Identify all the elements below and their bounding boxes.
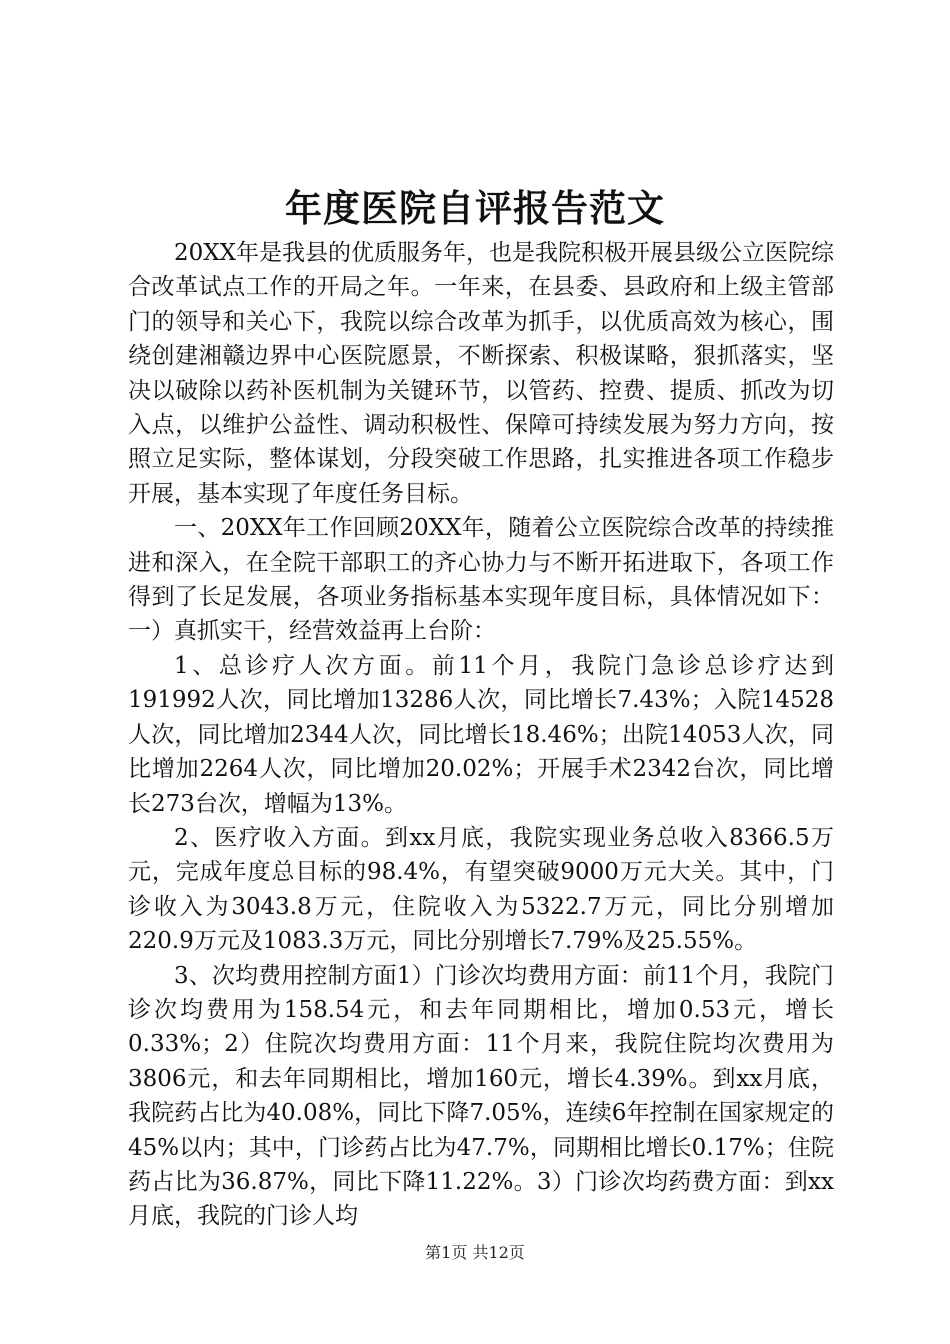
paragraph-cost-control: 3、次均费用控制方面1）门诊次均费用方面：前11个月，我院门诊次均费用为158.54元，和去年同期相比，增加0.53元，增长0.33%；2）住院次均费用方面：11个月来，我院住院均次费用为3806元，和去年同期相比，增加160元，增长4.39%。到xx月底，我院药占比为40.08%，同比下降7.05%，连续6年控制在国家规定的45%以内；其中，门诊药占比为47.7%，同期相比增长0.17%；住院药占比为36.87%，同比下降11.22%。3）门诊次均药费方面：到xx月底，我院的门诊人均 bbox=[128, 962, 834, 1230]
page-number-footer: 第1页 共12页 bbox=[425, 1243, 525, 1262]
paragraph-intro: 20XX年是我县的优质服务年，也是我院积极开展县级公立医院综合改革试点工作的开局之年。一年来，在县委、县政府和上级主管部门的领导和关心下，我院以综合改革为抓手，以优质高效为核心，围绕创建湘赣边界中心医院愿景，不断探索、积极谋略，狠抓落实，坚决以破除以药补医机制为关键环节，以管药、控费、提质、抓改为切入点，以维护公益性、调动积极性、保障可持续发展为努力方向，按照立足实际，整体谋划，分段突破工作思路，扎实推进各项工作稳步开展，基本实现了年度任务目标。 bbox=[128, 240, 835, 507]
paragraph-income: 2、医疗收入方面。到xx月底，我院实现业务总收入8366.5万元，完成年度总目标的98.4%，有望突破9000万元大关。其中，门诊收入为3043.8万元，住院收入为5322.7万元，同比分别增加220.9万元及1083.3万元，同比分别增长7.79%及25.55%。 bbox=[128, 824, 834, 955]
document-body bbox=[128, 236, 834, 1234]
paragraph-visits: 1、总诊疗人次方面。前11个月，我院门急诊总诊疗达到191992人次，同比增加13286人次，同比增长7.43%；入院14528人次，同比增加2344人次，同比增长18.46%；出院14053人次，同比增加2264人次，同比增加20.02%；开展手术2342台次，同比增长273台次，增幅为13%。 bbox=[128, 652, 834, 817]
document-title: 年度医院自评报告范文 bbox=[285, 186, 665, 230]
paragraph-review: 一、20XX年工作回顾20XX年，随着公立医院综合改革的持续推进和深入，在全院干部职工的齐心协力与不断开拓进取下，各项工作得到了长足发展，各项业务指标基本实现年度目标，具体情况如下：一）真抓实干，经营效益再上台阶： bbox=[128, 515, 834, 645]
